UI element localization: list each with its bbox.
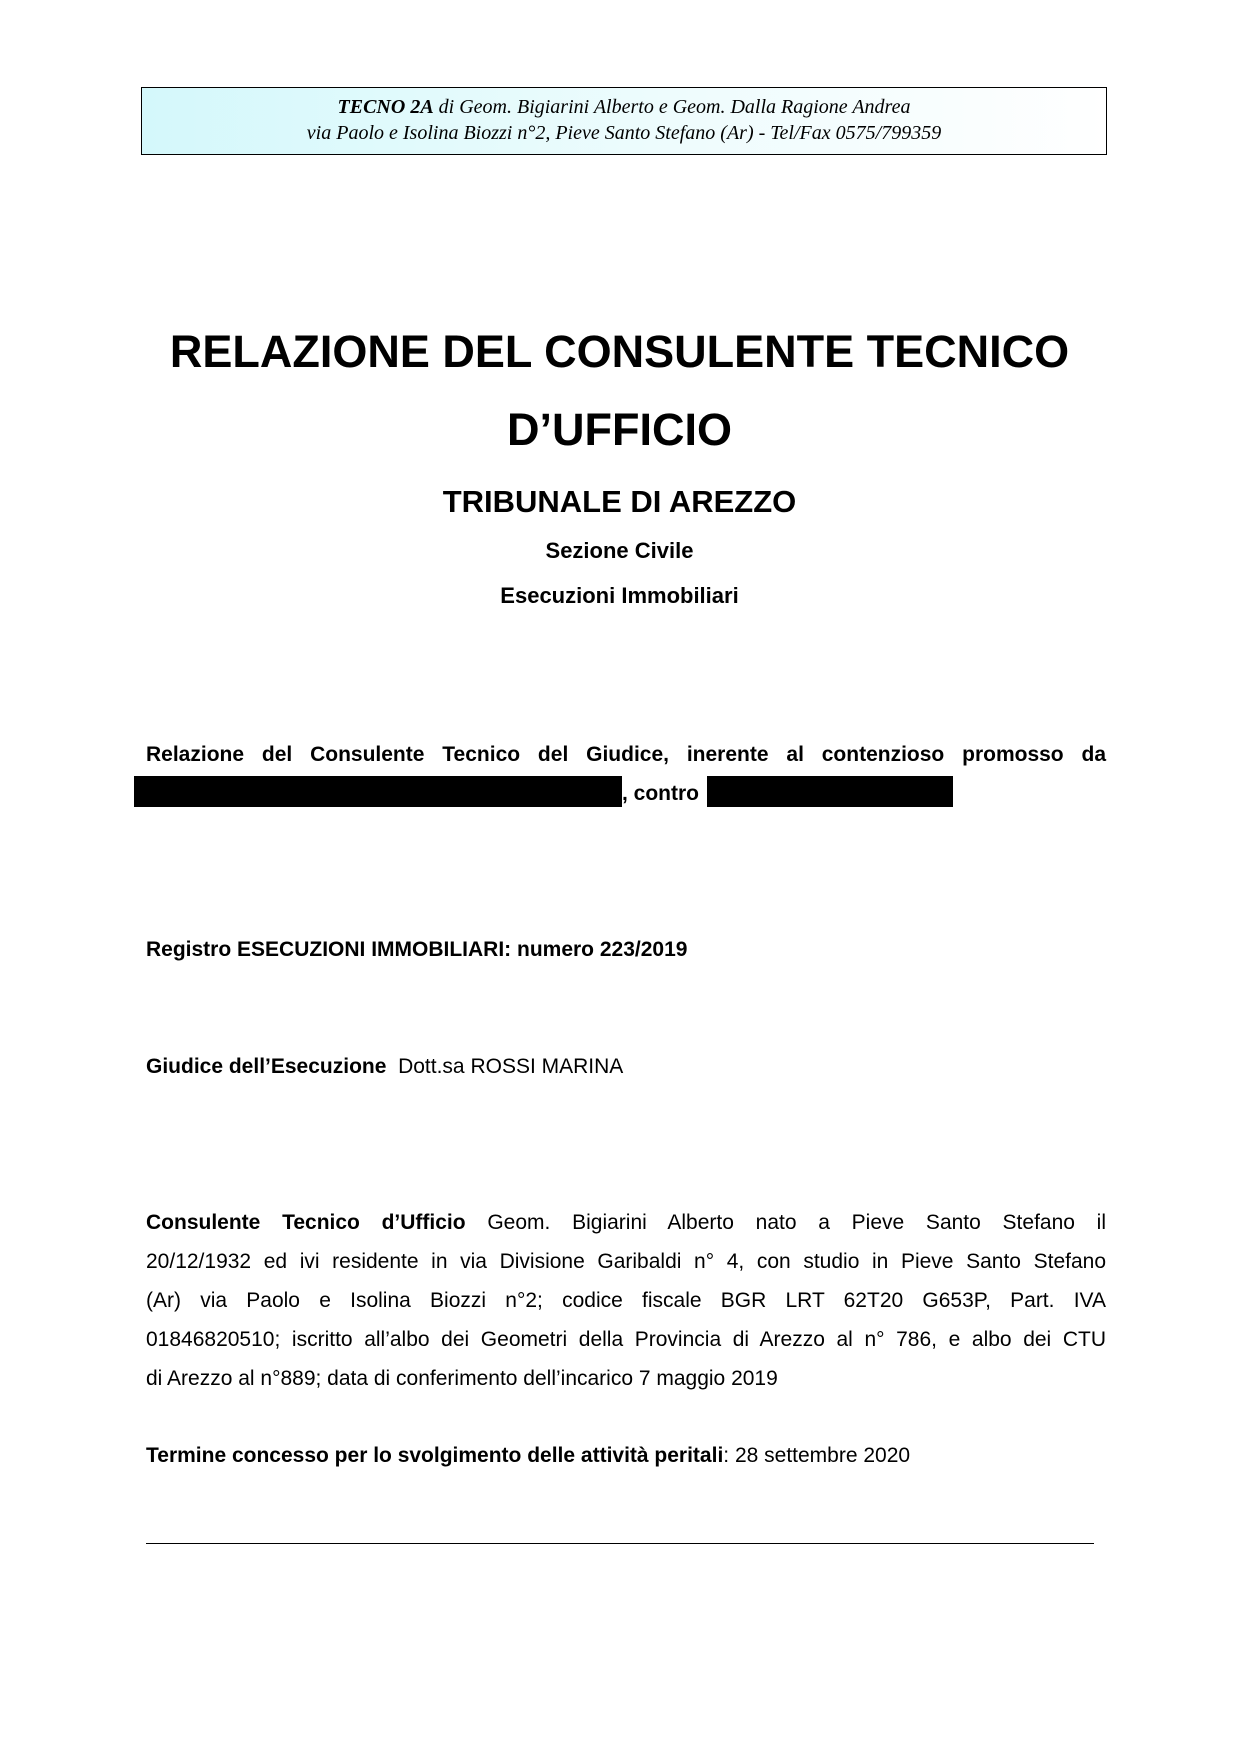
consulente-line2: 20/12/1932 ed ivi residente in via Divisione Garibaldi n° 4, con studio in Pieve Santo Stefano — [146, 1250, 1106, 1273]
redacted-defendant — [707, 776, 953, 807]
termine-label: Termine concesso per lo svolgimento delle attività peritali — [146, 1444, 724, 1467]
consulente-line4: 01846820510; iscritto all’albo dei Geometri della Provincia di Arezzo al n° 786, e albo dei CTU — [146, 1328, 1106, 1351]
letterhead-line1 — [142, 94, 1106, 120]
registro-line: Registro ESECUZIONI IMMOBILIARI: numero 223/2019 — [146, 938, 688, 961]
letterhead-box — [141, 87, 1107, 155]
termine-value: : 28 settembre 2020 — [723, 1444, 911, 1467]
horizontal-rule — [146, 1543, 1094, 1544]
redacted-plaintiff — [134, 776, 622, 807]
giudice-label: Giudice dell’Esecuzione — [146, 1055, 387, 1078]
contro-text: , contro — [622, 782, 699, 805]
document-title-line2: D’UFFICIO — [507, 404, 732, 455]
consulente-label: Consulente Tecnico d’Ufficio — [146, 1211, 466, 1234]
court-name: TRIBUNALE DI AREZZO — [442, 484, 797, 519]
giudice-value: Dott.sa ROSSI MARINA — [398, 1055, 624, 1078]
consulente-line1 — [146, 1203, 1106, 1242]
letterhead-line1-rest: di Geom. Bigiarini Alberto e Geom. Dalla Ragione Andrea — [433, 96, 911, 118]
relazione-line2 — [134, 774, 1114, 813]
consulente-line3: (Ar) via Paolo e Isolina Biozzi n°2; codice fiscale BGR LRT 62T20 G653P, Part. IVA — [146, 1289, 1106, 1312]
consulente-line5: di Arezzo al n°889; data di conferimento dell’incarico 7 maggio 2019 — [146, 1367, 778, 1390]
document-title-line1: RELAZIONE DEL CONSULENTE TECNICO — [169, 326, 1070, 377]
letterhead-line2: via Paolo e Isolina Biozzi n°2, Pieve Santo Stefano (Ar) - Tel/Fax 0575/799359 — [306, 122, 942, 144]
company-name: TECNO 2A — [337, 96, 434, 118]
giudice-line — [146, 1047, 1106, 1086]
section-name: Sezione Civile — [545, 538, 694, 563]
relazione-line1: Relazione del Consulente Tecnico del Giudice, inerente al contenzioso promosso da — [146, 743, 1106, 766]
subsection-name: Esecuzioni Immobiliari — [500, 583, 739, 608]
termine-line — [146, 1436, 1106, 1475]
consulente-line1-rest: Geom. Bigiarini Alberto nato a Pieve Santo Stefano il — [465, 1211, 1107, 1234]
